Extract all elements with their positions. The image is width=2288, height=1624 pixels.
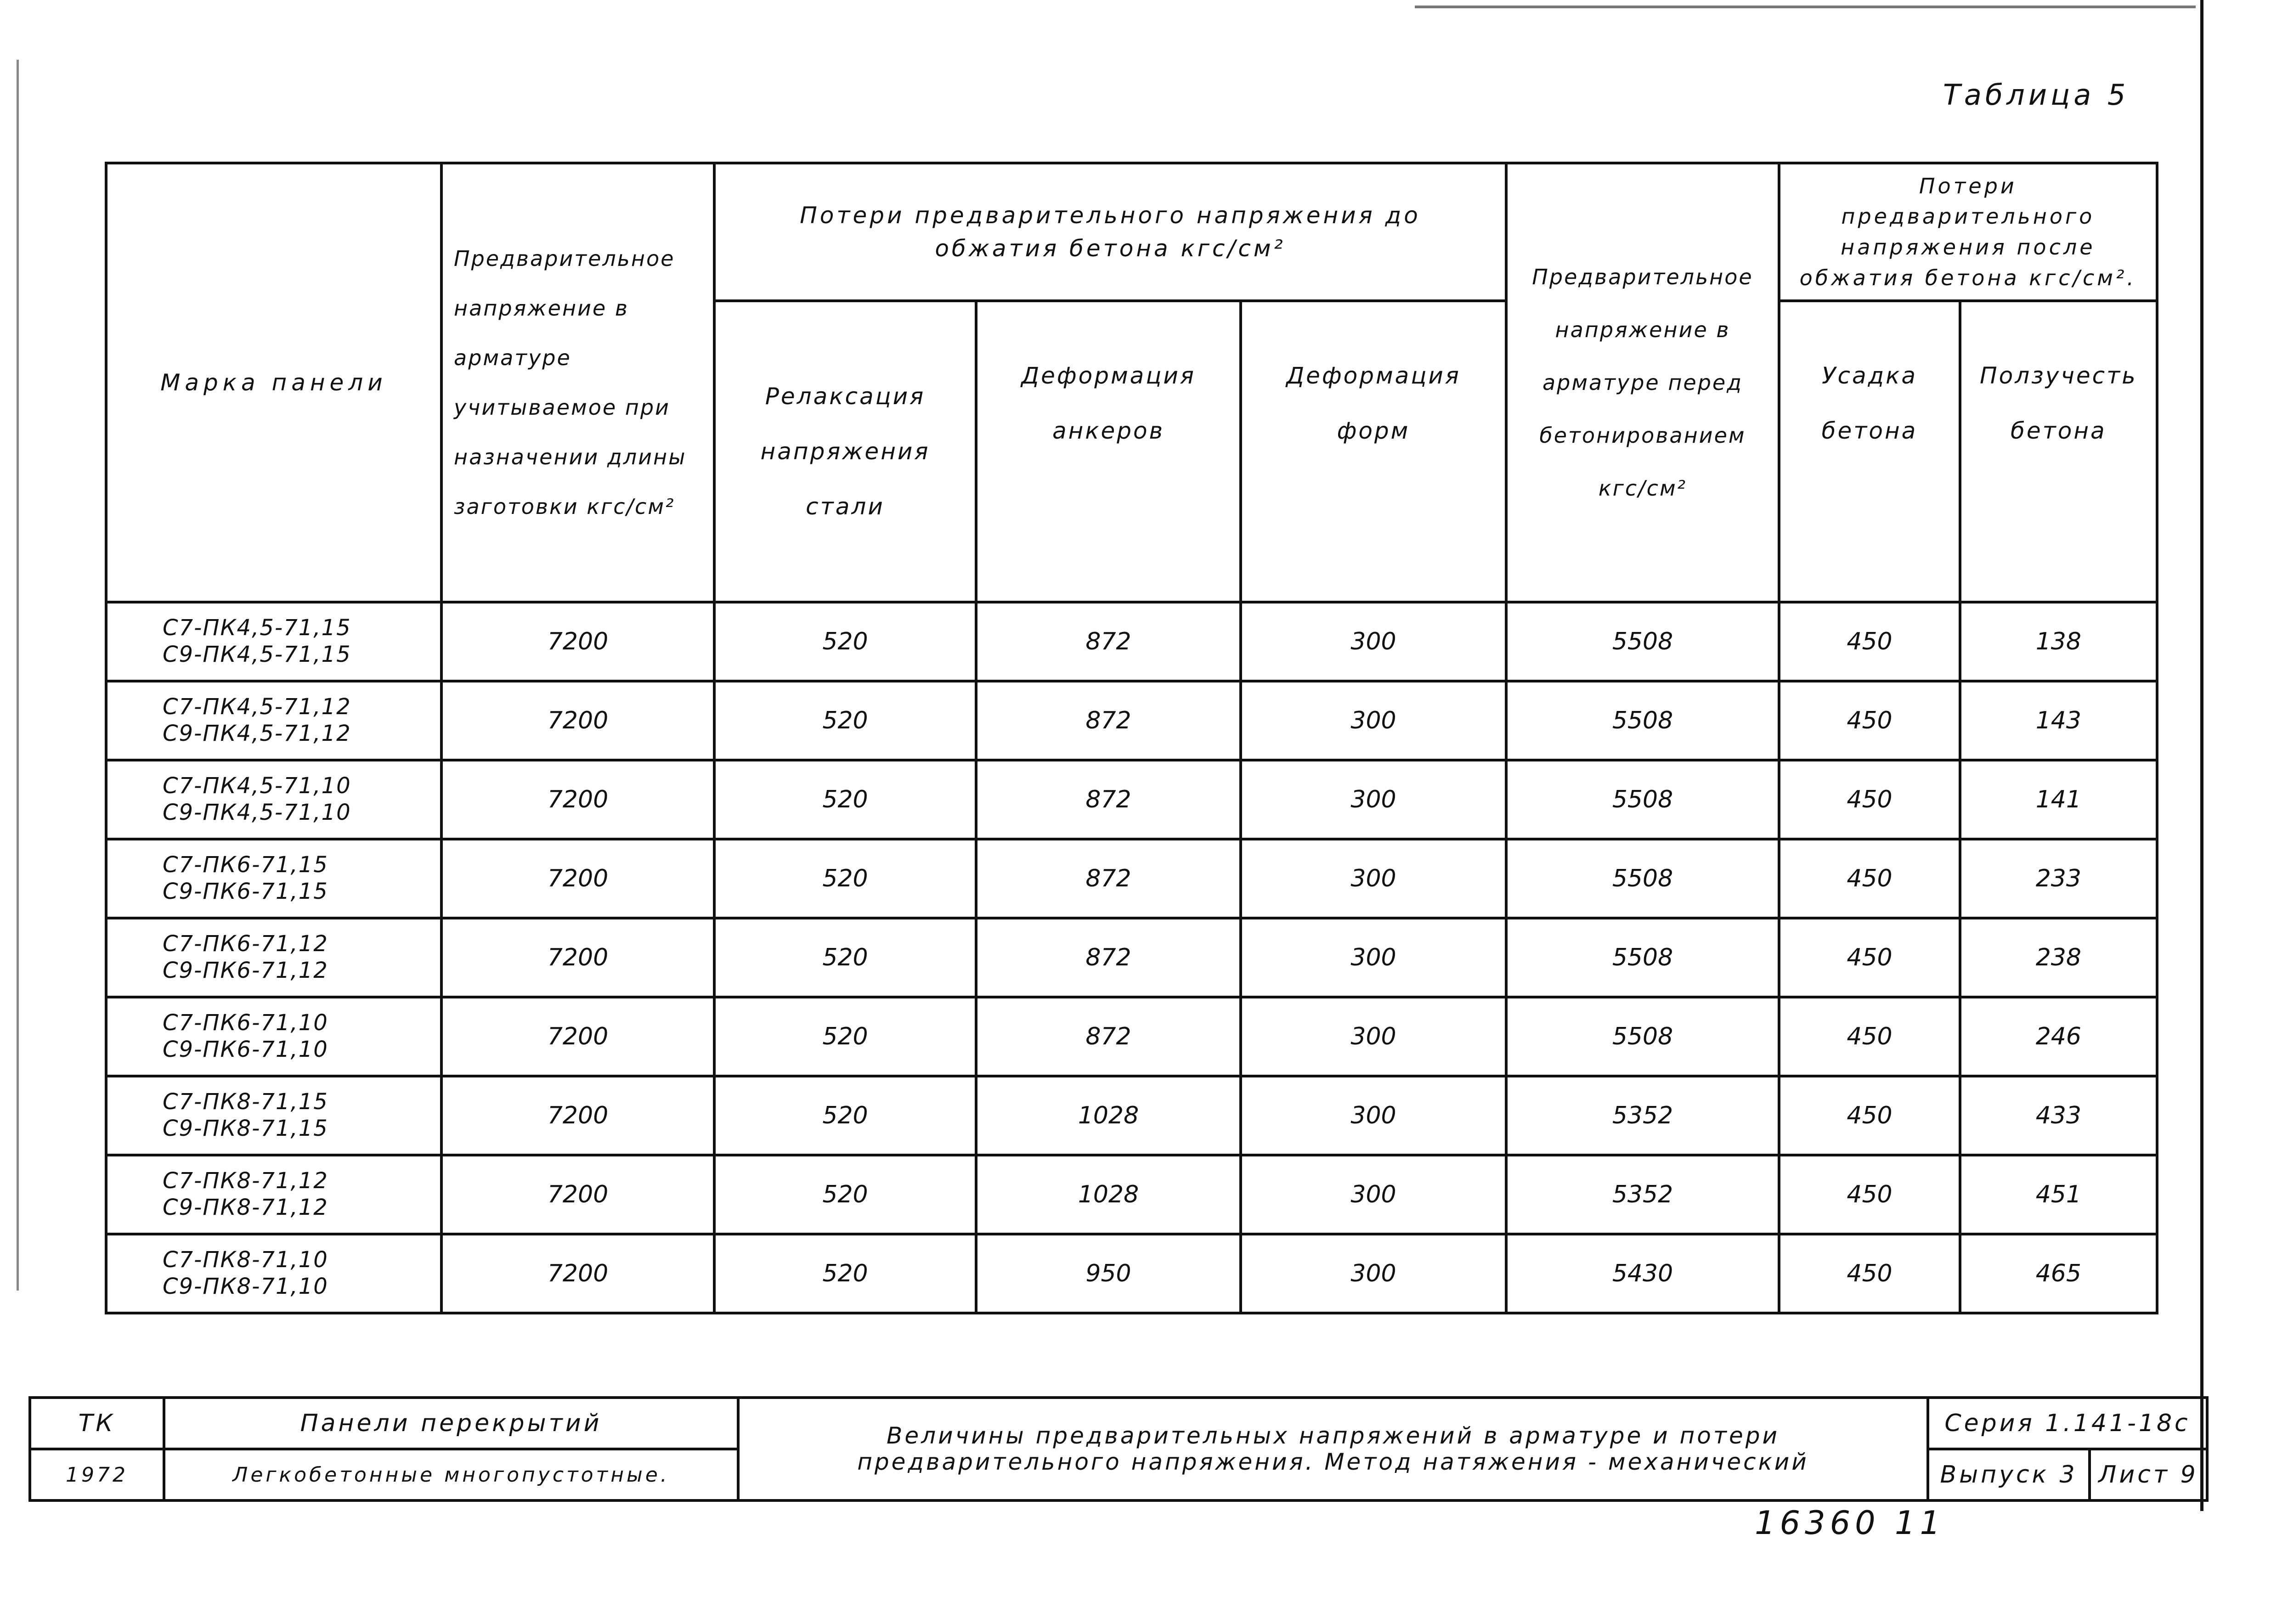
cell-creep: 238 (1960, 918, 2157, 997)
header-losses-after: Потери предварительного напряжения после обжатия бетона кгс/см². (1779, 163, 2157, 301)
panel-mark: С9-ПК4,5-71,10 (163, 800, 351, 825)
cell-shrinkage: 450 (1779, 602, 1960, 681)
table-row (106, 1076, 2157, 1155)
cell-prestress: 7200 (441, 602, 714, 681)
panel-mark: С9-ПК8-71,10 (163, 1274, 328, 1299)
table-row (106, 997, 2157, 1076)
cell-creep: 233 (1960, 839, 2157, 918)
cell-forms: 300 (1241, 1155, 1506, 1234)
cell-relaxation: 520 (714, 1155, 976, 1234)
cell-forms: 300 (1241, 839, 1506, 918)
cell-relaxation: 520 (714, 602, 976, 681)
header-prestress-before-concreting: Предварительное напряжение в арматуре перед бетонированием кгс/см² (1506, 163, 1779, 602)
frame-left-line (17, 60, 19, 1291)
cell-relaxation: 520 (714, 1076, 976, 1155)
panel-mark: С7-ПК6-71,12 (163, 931, 328, 957)
cell-forms: 300 (1241, 997, 1506, 1076)
cell-forms: 300 (1241, 1234, 1506, 1313)
cell-before-concreting: 5508 (1506, 918, 1779, 997)
cell-relaxation: 520 (714, 681, 976, 760)
panel-mark: С9-ПК6-71,10 (163, 1037, 328, 1062)
cell-anchors: 872 (976, 839, 1241, 918)
cell-shrinkage: 450 (1779, 839, 1960, 918)
title-block-sheet-description: Величины предварительных напряжений в арматуре и потери предварительного напряжения. Метод натяжения - механический (738, 1398, 1928, 1500)
panel-mark-cell (106, 918, 441, 997)
table-row (106, 839, 2157, 918)
title-block-panel-line1: Панели перекрытий (164, 1398, 738, 1449)
panel-mark: С7-ПК6-71,10 (163, 1010, 328, 1036)
panel-mark-cell (106, 1076, 441, 1155)
cell-forms: 300 (1241, 1076, 1506, 1155)
panel-mark-cell (106, 839, 441, 918)
table-row (106, 681, 2157, 760)
panel-mark: С9-ПК4,5-71,12 (163, 721, 351, 746)
panel-mark: С9-ПК8-71,15 (163, 1116, 328, 1141)
cell-anchors: 872 (976, 681, 1241, 760)
cell-forms: 300 (1241, 602, 1506, 681)
table-row (106, 1155, 2157, 1234)
header-prestress: Предварительное напряжение в арматуре учитываемое при назначении длины заготовки кгс/см² (441, 163, 714, 602)
panel-mark: С7-ПК4,5-71,15 (163, 615, 351, 641)
cell-prestress: 7200 (441, 1076, 714, 1155)
cell-prestress: 7200 (441, 918, 714, 997)
panel-mark: С7-ПК8-71,10 (163, 1247, 328, 1273)
cell-shrinkage: 450 (1779, 1234, 1960, 1313)
cell-before-concreting: 5508 (1506, 839, 1779, 918)
cell-relaxation: 520 (714, 918, 976, 997)
prestress-losses-table (105, 162, 2158, 1314)
table-row (106, 918, 2157, 997)
cell-prestress: 7200 (441, 839, 714, 918)
cell-creep: 465 (1960, 1234, 2157, 1313)
cell-anchors: 950 (976, 1234, 1241, 1313)
panel-mark: С9-ПК6-71,15 (163, 879, 328, 904)
table-body (106, 602, 2157, 1313)
cell-relaxation: 520 (714, 1234, 976, 1313)
cell-relaxation: 520 (714, 997, 976, 1076)
title-block-issue: Выпуск 3 (1928, 1449, 2090, 1500)
cell-prestress: 7200 (441, 997, 714, 1076)
cell-before-concreting: 5508 (1506, 997, 1779, 1076)
title-block-sheet: Лист 9 (2090, 1449, 2207, 1500)
cell-anchors: 1028 (976, 1155, 1241, 1234)
panel-mark-cell (106, 1234, 441, 1313)
cell-shrinkage: 450 (1779, 1076, 1960, 1155)
cell-before-concreting: 5508 (1506, 760, 1779, 839)
panel-mark: С9-ПК4,5-71,15 (163, 642, 351, 667)
cell-prestress: 7200 (441, 1234, 714, 1313)
table-caption: Таблица 5 (1943, 78, 2130, 112)
cell-anchors: 1028 (976, 1076, 1241, 1155)
panel-mark-cell (106, 1155, 441, 1234)
header-losses-before: Потери предварительного напряжения до обжатия бетона кгс/см² (714, 163, 1506, 301)
cell-shrinkage: 450 (1779, 997, 1960, 1076)
title-block (28, 1396, 2209, 1502)
panel-mark: С7-ПК6-71,15 (163, 852, 328, 878)
cell-anchors: 872 (976, 602, 1241, 681)
cell-anchors: 872 (976, 997, 1241, 1076)
title-block-panel-line2: Легкобетонные многопустотные. (164, 1449, 738, 1500)
cell-creep: 138 (1960, 602, 2157, 681)
cell-forms: 300 (1241, 760, 1506, 839)
cell-shrinkage: 450 (1779, 681, 1960, 760)
header-creep: Ползучесть бетона (1960, 301, 2157, 602)
cell-before-concreting: 5508 (1506, 681, 1779, 760)
cell-before-concreting: 5508 (1506, 602, 1779, 681)
cell-shrinkage: 450 (1779, 918, 1960, 997)
title-block-org: ТК (30, 1398, 164, 1449)
cell-before-concreting: 5352 (1506, 1155, 1779, 1234)
header-form-deformation: Деформация форм (1241, 301, 1506, 602)
cell-creep: 141 (1960, 760, 2157, 839)
cell-creep: 451 (1960, 1155, 2157, 1234)
header-mark: Марка панели (106, 163, 441, 602)
cell-forms: 300 (1241, 681, 1506, 760)
frame-right-line (2200, 0, 2203, 1511)
cell-prestress: 7200 (441, 760, 714, 839)
panel-mark-cell (106, 997, 441, 1076)
panel-mark: С7-ПК8-71,12 (163, 1168, 328, 1194)
panel-mark-cell (106, 602, 441, 681)
cell-creep: 246 (1960, 997, 2157, 1076)
table-row (106, 1234, 2157, 1313)
panel-mark: С7-ПК4,5-71,10 (163, 773, 351, 799)
cell-relaxation: 520 (714, 839, 976, 918)
panel-mark: С7-ПК8-71,15 (163, 1089, 328, 1115)
panel-mark: С9-ПК6-71,12 (163, 958, 328, 983)
title-block-year: 1972 (30, 1449, 164, 1500)
panel-mark-cell (106, 681, 441, 760)
document-number: 16360 11 (1755, 1504, 1945, 1542)
table-row (106, 602, 2157, 681)
title-block-series: Серия 1.141-18с (1928, 1398, 2207, 1449)
header-relaxation: Релаксация напряжения стали (714, 301, 976, 602)
cell-before-concreting: 5430 (1506, 1234, 1779, 1313)
cell-shrinkage: 450 (1779, 1155, 1960, 1234)
cell-creep: 143 (1960, 681, 2157, 760)
panel-mark: С7-ПК4,5-71,12 (163, 694, 351, 720)
panel-mark: С9-ПК8-71,12 (163, 1195, 328, 1220)
cell-forms: 300 (1241, 918, 1506, 997)
header-anchor-deformation: Деформация анкеров (976, 301, 1241, 602)
cell-anchors: 872 (976, 918, 1241, 997)
frame-top-line (1415, 6, 2196, 8)
table-row (106, 760, 2157, 839)
cell-anchors: 872 (976, 760, 1241, 839)
cell-creep: 433 (1960, 1076, 2157, 1155)
cell-prestress: 7200 (441, 681, 714, 760)
cell-prestress: 7200 (441, 1155, 714, 1234)
cell-before-concreting: 5352 (1506, 1076, 1779, 1155)
cell-shrinkage: 450 (1779, 760, 1960, 839)
panel-mark-cell (106, 760, 441, 839)
cell-relaxation: 520 (714, 760, 976, 839)
header-shrinkage: Усадка бетона (1779, 301, 1960, 602)
